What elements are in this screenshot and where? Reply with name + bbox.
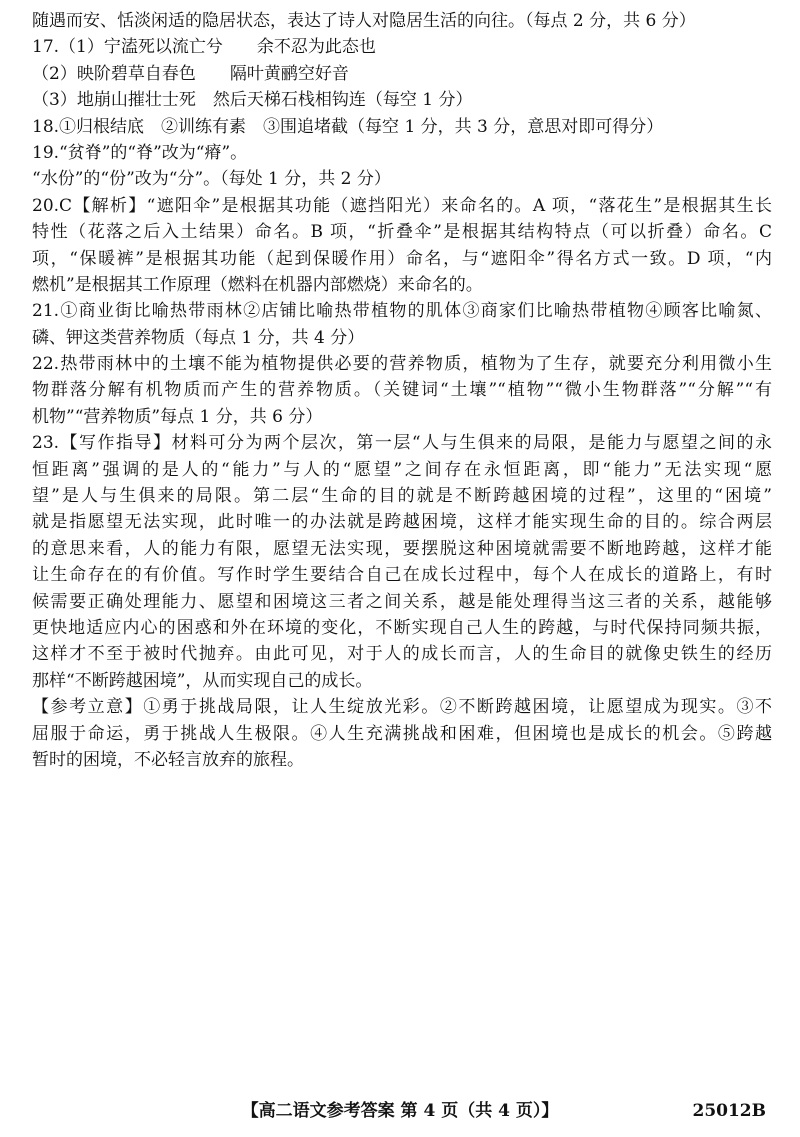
line-23: 更快地适应内心的困惑和外在环境的变化，不断实现自己人生的跨越，与时代保持同频共振， [32, 617, 772, 638]
line-6: “水份”的“份”改为“分”。（每处 1 分，共 2 分） [32, 169, 391, 190]
footer-title: 【高二语文参考答案 第 4 页（共 4 页）】 [241, 1101, 559, 1121]
line-26: 【参考立意】①勇于挑战局限，让人生绽放光彩。②不断跨越困境，让愿望成为现实。③不 [32, 697, 772, 718]
footer-code: 25012B [692, 1101, 766, 1121]
line-14: 物群落分解有机物质而产生的营养物质。（关键词“土壤”“植物”“微小生物群落”“分解”“有 [32, 380, 772, 401]
page-footer [0, 1098, 800, 1124]
line-27: 屈服于命运，勇于挑战人生极限。④人生充满挑战和困难，但困境也是成长的机会。⑤跨越 [32, 723, 772, 744]
line-19: 就是指愿望无法实现，此时唯一的办法就是跨越困境，这样才能实现生命的目的。综合两层 [32, 512, 772, 533]
line-15: 机物”“营养物质”每点 1 分，共 6 分） [32, 406, 323, 427]
line-11: 21.①商业街比喻热带雨林②店铺比喻热带植物的肌体③商家们比喻热带植物④顾客比喻氮、 [32, 301, 772, 322]
answer-content [32, 8, 772, 773]
line-17: 恒距离”强调的是人的“能力”与人的“愿望”之间存在永恒距离，即“能力”无法实现“愿 [32, 459, 772, 480]
line-9: 项，“保暖裤”是根据其功能（起到保暖作用）命名，与“遮阳伞”得名方式一致。D 项，“内 [32, 248, 772, 269]
line-5: 19.“贫脊”的“脊”改为“瘠”。 [32, 142, 248, 163]
line-1: 17.（1）宁溘死以流亡兮 余不忍为此态也 [32, 37, 376, 58]
line-12: 磷、钾这类营养物质（每点 1 分，共 4 分） [32, 327, 365, 348]
line-21: 让生命存在的有价值。写作时学生要结合自己在成长过程中，每个人在成长的道路上，有时 [32, 565, 772, 586]
line-22: 候需要正确处理能力、愿望和困境这三者之间关系，越是能处理得当这三者的关系，越能够 [32, 591, 772, 612]
line-2: （2）映阶碧草自春色 隔叶黄鹂空好音 [32, 63, 349, 84]
line-10: 燃机”是根据其工作原理（燃料在机器内部燃烧）来命名的。 [32, 274, 483, 295]
line-20: 的意思来看，人的能力有限，愿望无法实现，要摆脱这种困境就需要不断地跨越，这样才能 [32, 538, 772, 559]
line-3: （3）地崩山摧壮士死 然后天梯石栈相钩连（每空 1 分） [32, 90, 473, 111]
line-0: 随遇而安、恬淡闲适的隐居状态，表达了诗人对隐居生活的向往。（每点 2 分，共 6 分） [32, 11, 696, 31]
line-24: 这样才不至于被时代抛弃。由此可见，对于人的成长而言，人的生命目的就像史铁生的经历 [32, 644, 772, 665]
line-28: 暂时的困境，不必轻言放弃的旅程。 [32, 749, 304, 770]
line-8: 特性（花落之后入土结果）命名。B 项，“折叠伞”是根据其结构特点（可以折叠）命名。C [32, 222, 772, 243]
line-16: 23.【写作指导】材料可分为两个层次，第一层“人与生俱来的局限，是能力与愿望之间的永 [32, 433, 772, 454]
line-7: 20.C【解析】“遮阳伞”是根据其功能（遮挡阳光）来命名的。A 项，“落花生”是根据其生长 [32, 195, 772, 216]
line-18: 望”是人与生俱来的局限。第二层“生命的目的就是不断跨越困境的过程”，这里的“困境” [32, 486, 772, 507]
line-4: 18.①归根结底 ②训练有素 ③围追堵截（每空 1 分，共 3 分，意思对即可得分） [32, 116, 664, 137]
line-25: 那样“不断跨越困境”，从而实现自己的成长。 [32, 670, 373, 691]
line-13: 22.热带雨林中的土壤不能为植物提供必要的营养物质，植物为了生存，就要充分利用微小生 [32, 354, 772, 375]
